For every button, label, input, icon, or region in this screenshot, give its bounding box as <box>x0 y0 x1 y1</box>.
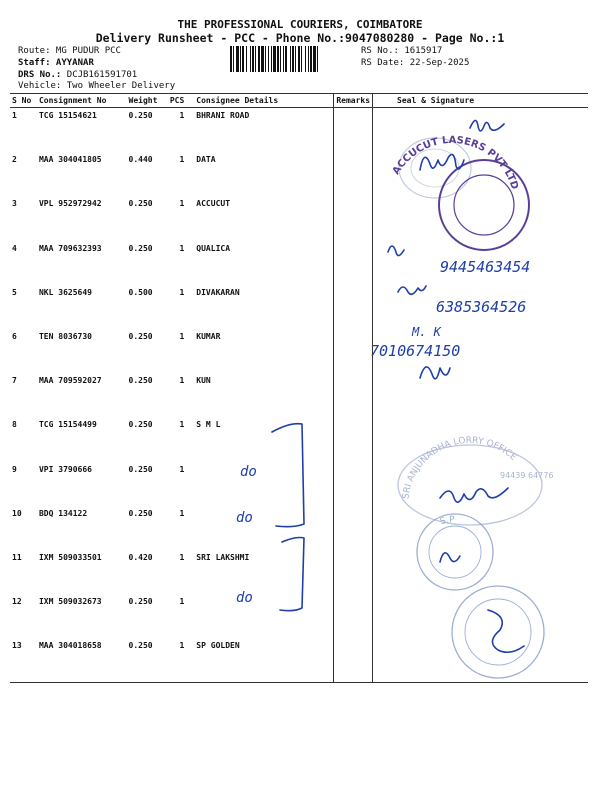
row-consignee <box>190 506 334 550</box>
row-consignment: IXM 509032673 <box>38 597 102 607</box>
row-pcs: 1 <box>179 155 185 165</box>
row-consignment: MAA 304041805 <box>38 155 102 165</box>
sp-stamp-text: S.P <box>438 514 456 528</box>
table-row <box>10 594 588 638</box>
row-pcs: 1 <box>168 638 190 683</box>
row-sno: 6 <box>12 331 17 341</box>
row-sno: 12 <box>12 597 22 607</box>
runsheet-title: Delivery Runsheet - PCC - Phone No.:9047080280 - Page No.:1 <box>95 31 505 45</box>
row-weight: 0.250 <box>128 111 153 120</box>
row-pcs: 1 <box>179 420 185 430</box>
handwritten-note-row-12: do <box>236 590 253 606</box>
table-row <box>10 417 588 461</box>
row-consignment: TCG 15154499 <box>38 420 97 430</box>
row-consignee: QUALICA <box>196 243 231 253</box>
row-pcs: 1 <box>179 508 185 518</box>
row-consignment: BDQ 134122 <box>38 508 88 518</box>
row-signature <box>373 550 588 594</box>
row-remarks <box>334 285 373 329</box>
row-consignee: DIVAKARAN <box>196 287 240 297</box>
handwritten-phone-row-4: 9445463454 <box>440 258 531 276</box>
rs-date: RS Date: 22-Sep-2025 <box>361 58 470 68</box>
row-consignment: TCG 15154621 <box>38 111 97 120</box>
handwritten-phone-row-5: 6385364526 <box>436 298 527 316</box>
lorry-office-phone: 94439 64776 <box>500 471 554 480</box>
row-consignment: TEN 8036730 <box>38 331 92 341</box>
runsheet-table <box>10 93 588 683</box>
row-pcs: 1 <box>179 597 185 607</box>
route: Route: MG PUDUR PCC <box>18 46 121 56</box>
handwritten-phone-row-6: 7010674150 <box>370 342 461 360</box>
row-pcs: 1 <box>179 287 185 297</box>
row-weight: 0.440 <box>128 155 153 165</box>
row-signature <box>373 152 588 196</box>
staff: Staff: AYYANAR <box>18 58 94 68</box>
row-consignee: BHRANI ROAD <box>196 111 250 120</box>
row-pcs: 1 <box>179 464 185 474</box>
row-signature <box>373 196 588 240</box>
vehicle: Vehicle: Two Wheeler Delivery <box>18 81 176 91</box>
row-sno: 1 <box>12 111 17 120</box>
drs-value: DCJB161591701 <box>66 70 138 80</box>
row-remarks <box>334 506 373 550</box>
header-weight: Weight <box>127 94 168 108</box>
row-consignment: IXM 509033501 <box>38 552 102 562</box>
row-weight: 0.250 <box>128 331 153 341</box>
table-row <box>10 152 588 196</box>
table-row <box>10 373 588 417</box>
row-consignee <box>190 462 334 506</box>
row-signature <box>373 594 588 638</box>
row-remarks <box>334 152 373 196</box>
row-sno: 3 <box>12 199 17 209</box>
row-weight: 0.250 <box>128 464 153 474</box>
row-weight: 0.250 <box>128 597 153 607</box>
row-signature <box>373 506 588 550</box>
row-consignee: SP GOLDEN <box>190 638 334 683</box>
header-pcs: PCS <box>168 94 190 108</box>
row-pcs: 1 <box>179 552 185 562</box>
row-remarks <box>334 462 373 506</box>
row-remarks <box>334 329 373 373</box>
handwritten-note-row-9: do <box>240 464 257 480</box>
row-sno: 2 <box>12 155 17 165</box>
row-consignee: KUN <box>196 376 211 386</box>
row-signature <box>373 373 588 417</box>
row-weight: 0.250 <box>128 420 153 430</box>
row-weight: 0.250 <box>128 376 153 386</box>
table-row <box>10 108 588 153</box>
handwritten-initials-row-6: M. K <box>412 325 441 339</box>
row-remarks <box>334 550 373 594</box>
row-consignee: DATA <box>196 155 216 165</box>
row-signature <box>373 462 588 506</box>
row-remarks <box>334 594 373 638</box>
row-pcs: 1 <box>179 331 185 341</box>
row-sno: 13 <box>10 638 37 683</box>
company-name: THE PROFESSIONAL COURIERS, COIMBATORE <box>177 18 423 31</box>
row-signature <box>373 638 588 683</box>
table-row <box>10 638 588 683</box>
row-consignment: MAA 304018658 <box>37 638 127 683</box>
row-remarks <box>334 638 373 683</box>
row-sno: 9 <box>12 464 17 474</box>
table-row <box>10 196 588 240</box>
row-consignment: NKL 3625649 <box>38 287 92 297</box>
row-signature <box>373 329 588 373</box>
row-consignment: MAA 709592027 <box>38 376 102 386</box>
row-weight: 0.250 <box>127 638 168 683</box>
row-consignment: VPL 952972942 <box>38 199 102 209</box>
row-sno: 10 <box>12 508 22 518</box>
table-row <box>10 329 588 373</box>
row-remarks <box>334 373 373 417</box>
table-row <box>10 462 588 506</box>
header-sno: S No <box>10 94 37 108</box>
table-row <box>10 550 588 594</box>
row-signature <box>373 417 588 461</box>
row-weight: 0.420 <box>128 552 153 562</box>
row-signature <box>373 241 588 285</box>
row-consignee: KUMAR <box>196 331 221 341</box>
lorry-office-text: SRI ANJUNADHA LORRY OFFICE <box>401 435 519 500</box>
table-header-row <box>10 94 588 108</box>
barcode <box>230 46 356 72</box>
table-row <box>10 506 588 550</box>
rs-number: RS No.: 1615917 <box>361 46 443 56</box>
drs-number <box>18 70 137 80</box>
row-sno: 11 <box>12 552 22 562</box>
row-sno: 5 <box>12 287 17 297</box>
row-remarks <box>334 196 373 240</box>
header-consignee: Consignee Details <box>190 94 334 108</box>
header-consignment: Consignment No <box>37 94 127 108</box>
row-weight: 0.500 <box>128 287 153 297</box>
row-sno: 7 <box>12 376 17 386</box>
row-pcs: 1 <box>179 376 185 386</box>
row-consignee: ACCUCUT <box>196 199 231 209</box>
row-consignment: MAA 709632393 <box>38 243 102 253</box>
drs-label: DRS No.: <box>18 70 62 80</box>
handwritten-note-row-10: do <box>236 510 253 526</box>
row-remarks <box>334 417 373 461</box>
row-remarks <box>334 241 373 285</box>
row-weight: 0.250 <box>128 508 153 518</box>
row-consignment: VPI 3790666 <box>38 464 92 474</box>
table-row <box>10 285 588 329</box>
row-pcs: 1 <box>179 243 185 253</box>
row-weight: 0.250 <box>128 199 153 209</box>
row-sno: 4 <box>12 243 17 253</box>
table-row <box>10 241 588 285</box>
header-remarks: Remarks <box>334 94 373 108</box>
row-remarks <box>334 108 373 153</box>
header-seal-signature: Seal & Signature <box>373 94 588 108</box>
row-sno: 8 <box>12 420 17 430</box>
row-consignee: SRI LAKSHMI <box>196 552 250 562</box>
row-consignee: S M L <box>196 420 221 430</box>
row-signature <box>373 285 588 329</box>
row-signature <box>373 108 588 153</box>
accucut-stamp-text: ACCUCUT LASERS PVT LTD <box>390 134 520 191</box>
row-pcs: 1 <box>179 199 185 209</box>
row-pcs: 1 <box>179 111 185 120</box>
row-weight: 0.250 <box>128 243 153 253</box>
row-consignee <box>190 594 334 638</box>
